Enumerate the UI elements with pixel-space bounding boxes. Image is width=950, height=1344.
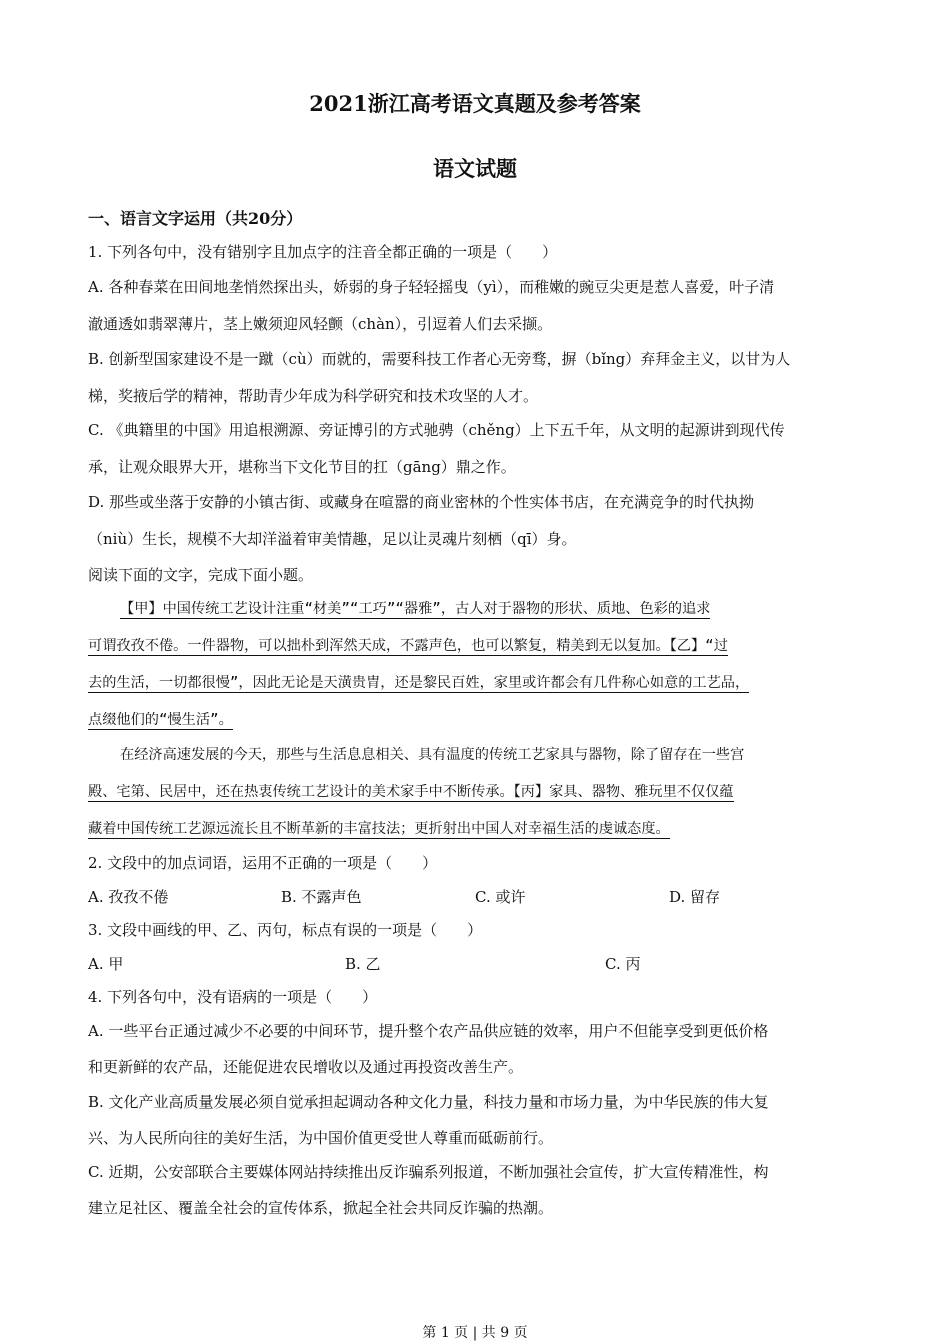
- q2-option-b: B. 不露声色: [281, 888, 362, 906]
- passage-line: [88, 672, 749, 692]
- passage-line: 在经济高速发展的今天，那些与生活息息相关、具有温度的传统工艺家具与器物，除了留存在一些宫: [120, 747, 745, 763]
- q1-option-c-line1: C. 《典籍里的中国》用追根溯源、旁证博引的方式驰骋（chěng）上下五千年，从文明的起源讲到现代传: [88, 421, 785, 439]
- q4-option-a-line1: A. 一些平台正通过减少不必要的中间环节，提升整个农产品供应链的效率，用户不但能享受到更低价格: [88, 1022, 769, 1040]
- reading-intro: 阅读下面的文字，完成下面小题。: [88, 566, 314, 584]
- passage-line: [120, 598, 710, 618]
- q3-stem: 3. 文段中画线的甲、乙、丙句，标点有误的一项是（ ）: [88, 921, 483, 939]
- q4-option-c-line1: C. 近期，公安部联合主要媒体网站持续推出反诈骗系列报道，不断加强社会宣传，扩大宣传精准性，构: [88, 1163, 769, 1181]
- q3-option-c: C. 丙: [605, 955, 641, 973]
- passage-line: [88, 818, 670, 838]
- page-footer: 第 1 页 | 共 9 页: [422, 1325, 528, 1341]
- q1-option-d-line1: D. 那些或坐落于安静的小镇古街、或藏身在喧嚣的商业密林的个性实体书店，在充满竞争的时代执拗: [88, 493, 755, 511]
- q2-stem: 2. 文段中的加点词语，运用不正确的一项是（ ）: [88, 854, 438, 872]
- passage-line: [88, 635, 728, 655]
- q2-option-c: C. 或许: [475, 888, 526, 906]
- q3-option-a: A. 甲: [88, 955, 124, 973]
- q1-option-b-line1: B. 创新型国家建设不是一蹴（cù）而就的，需要科技工作者心无旁骛，摒（bǐng）弃拜金主义，以甘为人: [88, 350, 791, 368]
- q4-option-a-line2: 和更新鲜的农产品，还能促进农民增收以及通过再投资改善生产。: [88, 1058, 524, 1076]
- q4-stem: 4. 下列各句中，没有语病的一项是（ ）: [88, 988, 378, 1006]
- q2-option-a: A. 孜孜不倦: [88, 888, 169, 906]
- passage-line: [88, 709, 233, 729]
- page-subtitle: 语文试题: [433, 156, 517, 181]
- q4-option-c-line2: 建立足社区、覆盖全社会的宣传体系，掀起全社会共同反诈骗的热潮。: [88, 1199, 554, 1217]
- q1-option-a-line1: A. 各种春菜在田间地垄悄然探出头，娇弱的身子轻轻摇曳（yì），而稚嫩的豌豆尖更是惹人喜爱，叶子清: [88, 278, 775, 296]
- q4-option-b-line2: 兴、为人民所向往的美好生活，为中国价值更受世人尊重而砥砺前行。: [88, 1129, 554, 1147]
- underlined-sentence-jia: 【甲】中国传统工艺设计注重“材美”“工巧”“器雅”，古人对于器物的形状、质地、色彩的追求: [120, 601, 711, 617]
- q1-option-c-line2: 承，让观众眼界大开，堪称当下文化节目的扛（gāng）鼎之作。: [88, 458, 516, 476]
- q4-option-b-line1: B. 文化产业高质量发展必须自觉承担起调动各种文化力量，科技力量和市场力量，为中华民族的伟大复: [88, 1093, 769, 1111]
- q2-option-d: D. 留存: [669, 888, 721, 906]
- q1-option-a-line2: 澈通透如翡翠薄片，茎上嫩须迎风轻颤（chàn），引逗着人们去采撷。: [88, 315, 553, 333]
- q3-option-b: B. 乙: [345, 955, 381, 973]
- q1-stem: 1. 下列各句中，没有错别字且加点字的注音全都正确的一项是（ ）: [88, 243, 558, 261]
- underlined-sentence-bing: 殿、宅第、民居中，还在热衷传统工艺设计的美术家手中不断传承。【丙】家具、器物、雅玩里不仅仅蕴: [88, 784, 734, 800]
- underlined-sentence-jia-yi: 可谓孜孜不倦。一件器物，可以拙朴到浑然天成，不露声色，也可以繁复，精美到无以复加。【乙】“过: [88, 638, 728, 654]
- q1-option-b-line2: 梯，奖掖后学的精神，帮助青少年成为科学研究和技术攻坚的人才。: [88, 387, 539, 405]
- underlined-sentence-yi: 去的生活，一切都很慢”，因此无论是天潢贵胄，还是黎民百姓，家里或许都会有几件称心如意的工艺品，: [88, 675, 750, 691]
- q1-option-d-line2: （niù）生长，规模不大却洋溢着审美情趣，足以让灵魂片刻栖（qī）身。: [88, 530, 577, 548]
- passage-line: [88, 781, 734, 801]
- underlined-sentence-bing-end: 藏着中国传统工艺源远流长且不断革新的丰富技法；更折射出中国人对幸福生活的虔诚态度。: [88, 821, 670, 837]
- page-title: 2021浙江高考语文真题及参考答案: [309, 91, 641, 116]
- underlined-sentence-yi-end: 点缀他们的“慢生活”。: [88, 712, 233, 728]
- section-heading: 一、语言文字运用（共20分）: [88, 209, 303, 228]
